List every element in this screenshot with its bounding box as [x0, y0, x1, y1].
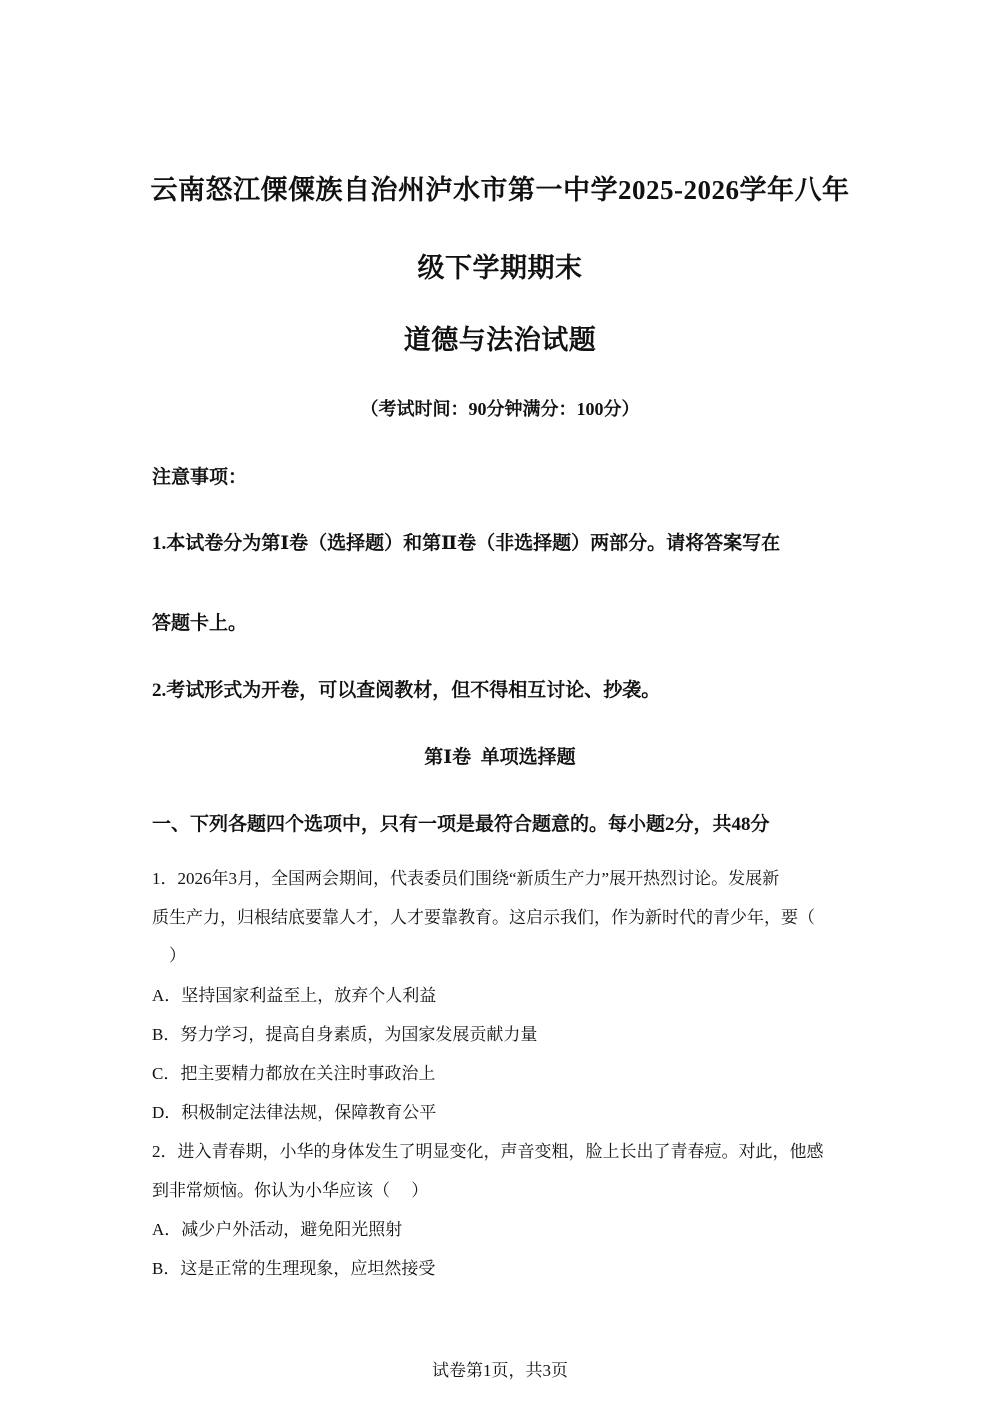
question-2-option-a: A．减少户外活动，避免阳光照射: [152, 1220, 403, 1239]
question-2-option-b: B．这是正常的生理现象，应坦然接受: [152, 1259, 436, 1278]
page-footer: 试卷第1页，共3页: [432, 1361, 568, 1380]
exam-subject-title: 道德与法治试题: [403, 325, 597, 355]
notes-item-2: 2.考试形式为开卷，可以查阅教材，但不得相互讨论、抄袭。: [152, 680, 661, 701]
section-instruction: 一、下列各题四个选项中，只有一项是最符合题意的。每小题2分，共48分: [152, 814, 770, 835]
notes-item-1-line-1: 1.本试卷分为第Ⅰ卷（选择题）和第Ⅱ卷（非选择题）两部分。请将答案写在: [152, 533, 781, 554]
question-1-stem-line-3: ）: [152, 946, 186, 965]
question-1-option-d: D．积极制定法律法规，保障教育公平: [152, 1103, 437, 1122]
question-1-option-b: B．努力学习，提高自身素质，为国家发展贡献力量: [152, 1025, 538, 1044]
question-2-stem-line-2: 到非常烦恼。你认为小华应该（ ）: [152, 1181, 429, 1200]
notes-heading: 注意事项：: [152, 467, 248, 488]
question-1-option-c: C．把主要精力都放在关注时事政治上: [152, 1064, 436, 1083]
question-2-stem-line-1: 2．进入青春期，小华的身体发生了明显变化，声音变粗，脸上长出了青春痘。对此，他感: [152, 1142, 824, 1161]
exam-title-line-2: 级下学期期末: [417, 253, 583, 283]
exam-title-line-1: 云南怒江傈僳族自治州泸水市第一中学2025-2026学年八年: [150, 175, 850, 205]
exam-info: （考试时间：90分钟满分：100分）: [360, 399, 640, 419]
section-title: 第Ⅰ卷 单项选择题: [424, 747, 576, 768]
question-1-stem-line-1: 1．2026年3月，全国两会期间，代表委员们围绕“新质生产力”展开热烈讨论。发展新: [152, 869, 780, 888]
notes-item-1-line-2: 答题卡上。: [152, 613, 248, 634]
question-1-stem-line-2: 质生产力，归根结底要靠人才，人才要靠教育。这启示我们，作为新时代的青少年，要（: [152, 908, 815, 927]
question-1-option-a: A．坚持国家利益至上，放弃个人利益: [152, 986, 437, 1005]
